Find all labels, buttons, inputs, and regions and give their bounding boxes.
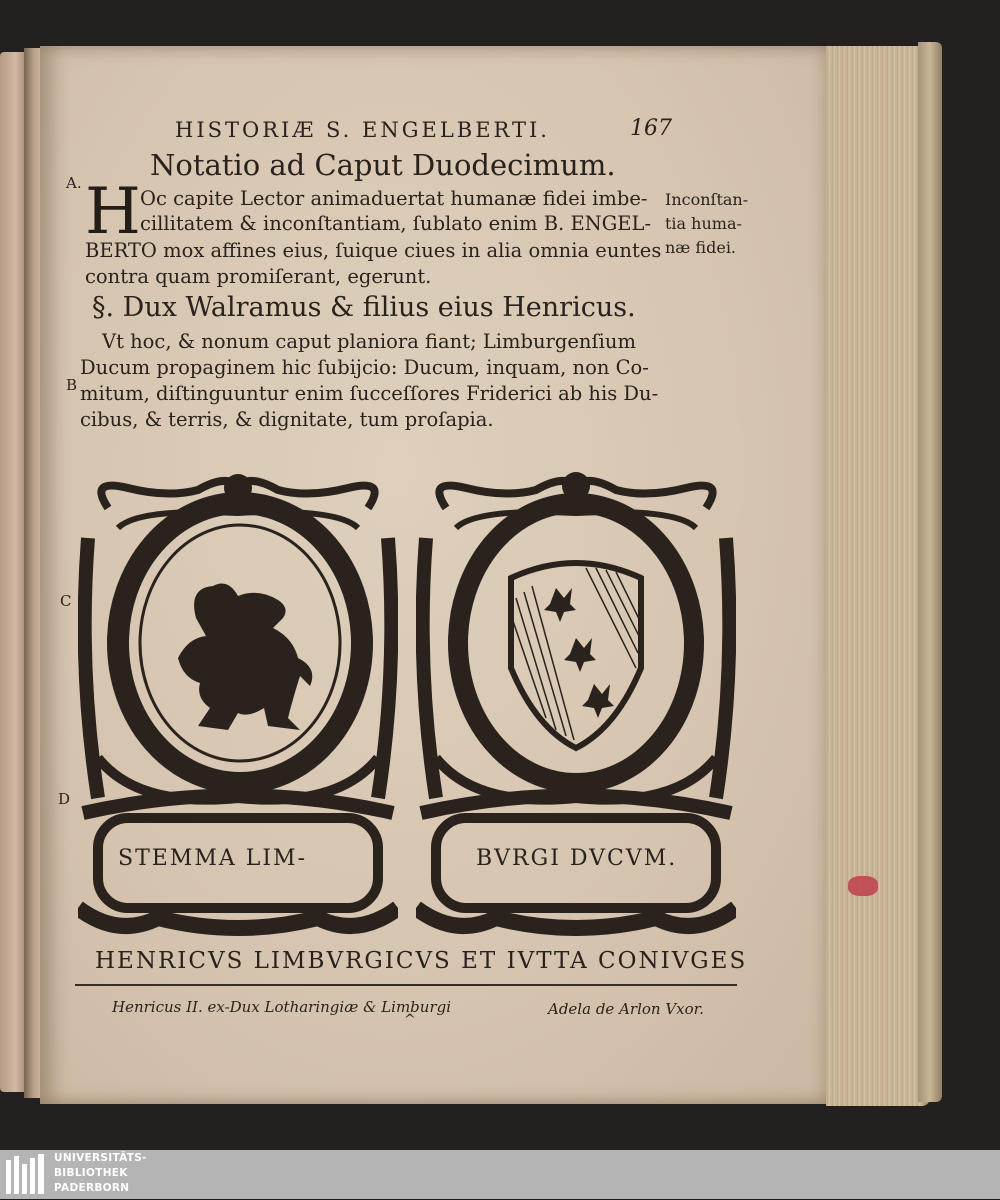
para1-line-1: Oc capite Lector animaduertat humanæ fidei imbe-: [140, 187, 648, 210]
caret-mark: ^: [404, 1012, 416, 1028]
para2-line-3: mitum, diſtinguuntur enim ſucceſſores Friderici ab his Du-: [80, 382, 659, 405]
page-number: 167: [630, 116, 672, 141]
library-name-line-3: PADERBORN: [54, 1182, 130, 1194]
drop-cap: H: [85, 175, 141, 249]
para1-line-4: contra quam promiſerant, egerunt.: [85, 265, 432, 288]
cover-edge: [918, 42, 942, 1102]
name-right: Adela de Arlon Vxor.: [548, 1000, 704, 1018]
library-name: [54, 1151, 147, 1196]
library-name-line-2: BIBLIOTHEK: [54, 1167, 128, 1179]
footer-bar: [0, 1150, 1000, 1199]
margin-letter-d: D: [58, 790, 71, 808]
side-note-line-2: tia huma-: [665, 214, 742, 233]
side-note-line-1: Inconſtan-: [665, 190, 749, 209]
chapter-heading: Notatio ad Caput Duodecimum.: [150, 148, 616, 182]
para1-line-2: cillitatem & inconſtantiam, ſublato enim B. ENGEL-: [140, 212, 652, 235]
caption-rule: [75, 984, 737, 986]
name-left: Henricus II. ex-Dux Lotharingiæ & Limburgi: [112, 998, 452, 1016]
library-logo-icon: [4, 1154, 48, 1196]
para2-line-1: Vt hoc, & nonum caput planiora fiant; Limburgenſium: [102, 330, 636, 353]
library-name-line-1: UNIVERSITÄTS-: [54, 1152, 147, 1164]
margin-letter-a: A.: [66, 174, 82, 192]
crest-label-left: STEMMA LIM-: [118, 846, 307, 871]
side-note-line-3: næ fidei.: [665, 238, 737, 257]
crest-caption: HENRICVS LIMBVRGICVS ET IVTTA CONIVGES: [95, 948, 748, 974]
margin-letter-b: B: [66, 376, 78, 394]
section-title: §. Dux Walramus & filius eius Henricus.: [92, 292, 636, 323]
red-stain: [848, 876, 878, 896]
margin-letter-c: C: [60, 592, 72, 610]
para1-line-3: BERTO mox affines eius, ſuique ciues in alia omnia euntes: [85, 239, 662, 262]
crest-label-right: BVRGI DVCVM.: [476, 846, 678, 871]
page-fore-edge: [826, 46, 930, 1106]
running-head: HISTORIÆ S. ENGELBERTI.: [175, 118, 550, 142]
para2-line-4: cibus, & terris, & dignitate, tum proſapia.: [80, 408, 494, 431]
left-page-edge: [0, 52, 26, 1092]
para2-line-2: Ducum propaginem hic ſubijcio: Ducum, inquam, non Co-: [80, 356, 649, 379]
